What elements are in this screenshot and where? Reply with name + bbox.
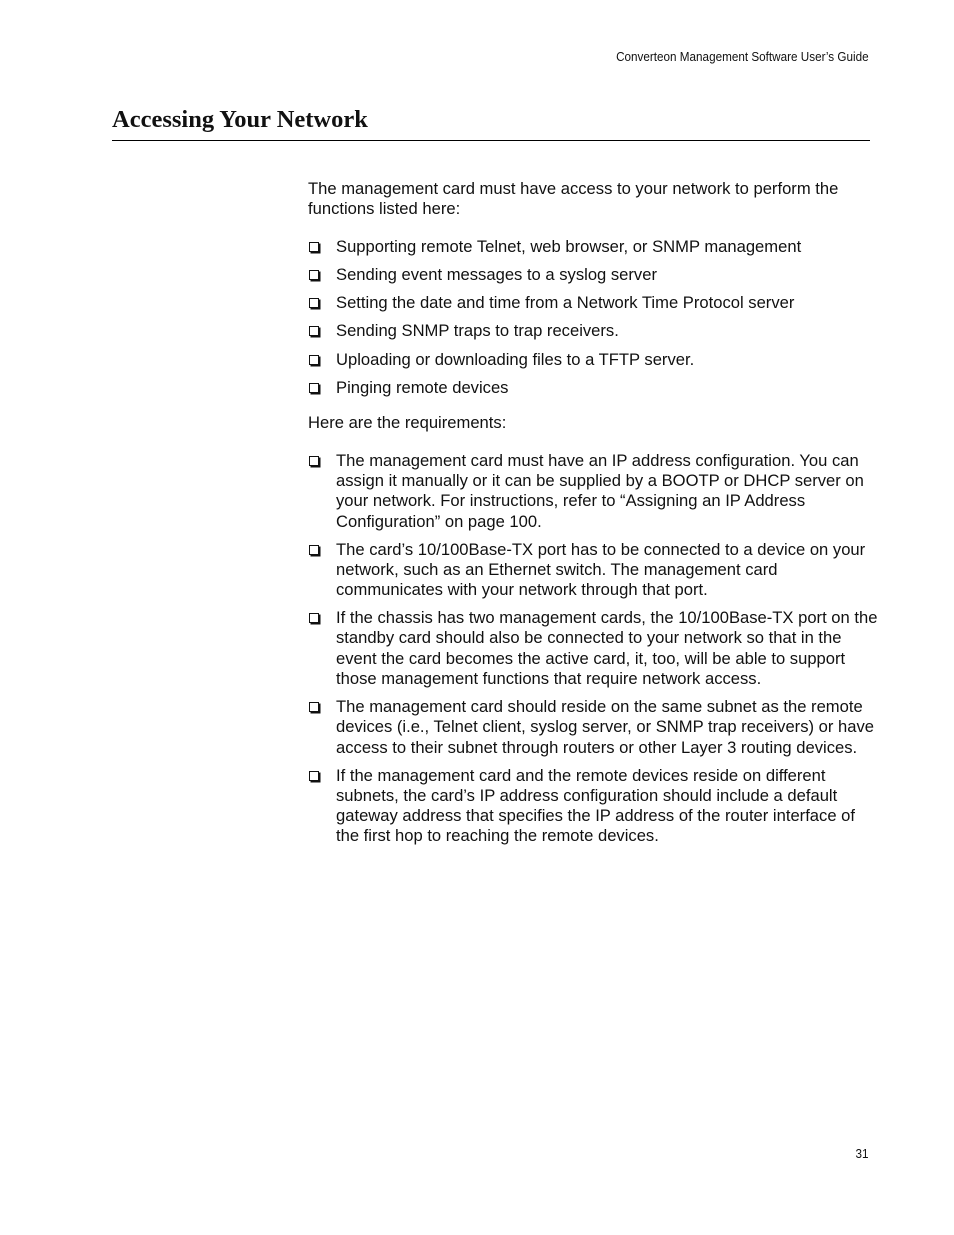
checkbox-bullet-icon (309, 702, 319, 712)
checkbox-bullet-icon (309, 771, 319, 781)
list-item (308, 608, 878, 689)
requirements-intro: Here are the requirements: (308, 413, 507, 433)
list-item-text: Setting the date and time from a Network Time Protocol server (336, 293, 795, 313)
checkbox-bullet-icon (309, 613, 319, 623)
checkbox-bullet-icon (309, 298, 319, 308)
checkbox-bullet-icon (309, 456, 319, 466)
list-item (308, 540, 878, 601)
list-item-text: If the chassis has two management cards, the 10/100Base-TX port on the standby card should also be connected to your network so that in the event the card becomes the active card, it, too, will be able to support those management functions that require network access. (336, 608, 878, 689)
list-item-text: Sending event messages to a syslog server (336, 264, 657, 284)
list-item (308, 293, 878, 313)
list-item-text: The management card must have an IP address configuration. You can assign it manually or it can be supplied by a BOOTP or DHCP server on your network. For instructions, refer to “Assigning an IP Address Configuration” on page 100. (336, 450, 864, 531)
list-item (308, 697, 878, 758)
requirements-list (308, 451, 878, 847)
checkbox-bullet-icon (309, 242, 319, 252)
functions-list (308, 237, 878, 399)
list-item-text: Uploading or downloading files to a TFTP server. (336, 349, 695, 369)
checkbox-bullet-icon (309, 545, 319, 555)
list-item (308, 766, 878, 847)
list-item-text: If the management card and the remote devices reside on different subnets, the card’s IP address configuration should include a default gateway address that specifies the IP address of the router interface of the first hop to reaching the remote devices. (336, 765, 856, 846)
section-title: Accessing Your Network (112, 106, 368, 133)
body-content (308, 179, 878, 854)
list-item-text: Pinging remote devices (336, 378, 509, 398)
list-item-text: Supporting remote Telnet, web browser, or SNMP management (336, 236, 802, 256)
list-item (308, 350, 878, 370)
list-item (308, 321, 878, 341)
list-item (308, 237, 878, 257)
checkbox-bullet-icon (309, 326, 319, 336)
checkbox-bullet-icon (309, 383, 319, 393)
list-item (308, 378, 878, 398)
intro-paragraph: The management card must have access to your network to perform the functions listed here: (308, 179, 839, 219)
checkbox-bullet-icon (309, 270, 319, 280)
list-item (308, 451, 878, 532)
list-item (308, 265, 878, 285)
list-item-text: Sending SNMP traps to trap receivers. (336, 321, 619, 341)
checkbox-bullet-icon (309, 355, 319, 365)
list-item-text: The management card should reside on the same subnet as the remote devices (i.e., Telnet client, syslog server, or SNMP trap receivers) or have access to their subnet through routers or other Layer 3 routing devices. (336, 697, 874, 757)
page-number: 31 (854, 1146, 868, 1161)
running-header: Converteon Management Software User’s Guide (616, 49, 869, 64)
title-rule (112, 140, 870, 141)
list-item-text: The card’s 10/100Base-TX port has to be connected to a device on your network, such as an Ethernet switch. The management card communicates with your network through that port. (336, 539, 866, 600)
